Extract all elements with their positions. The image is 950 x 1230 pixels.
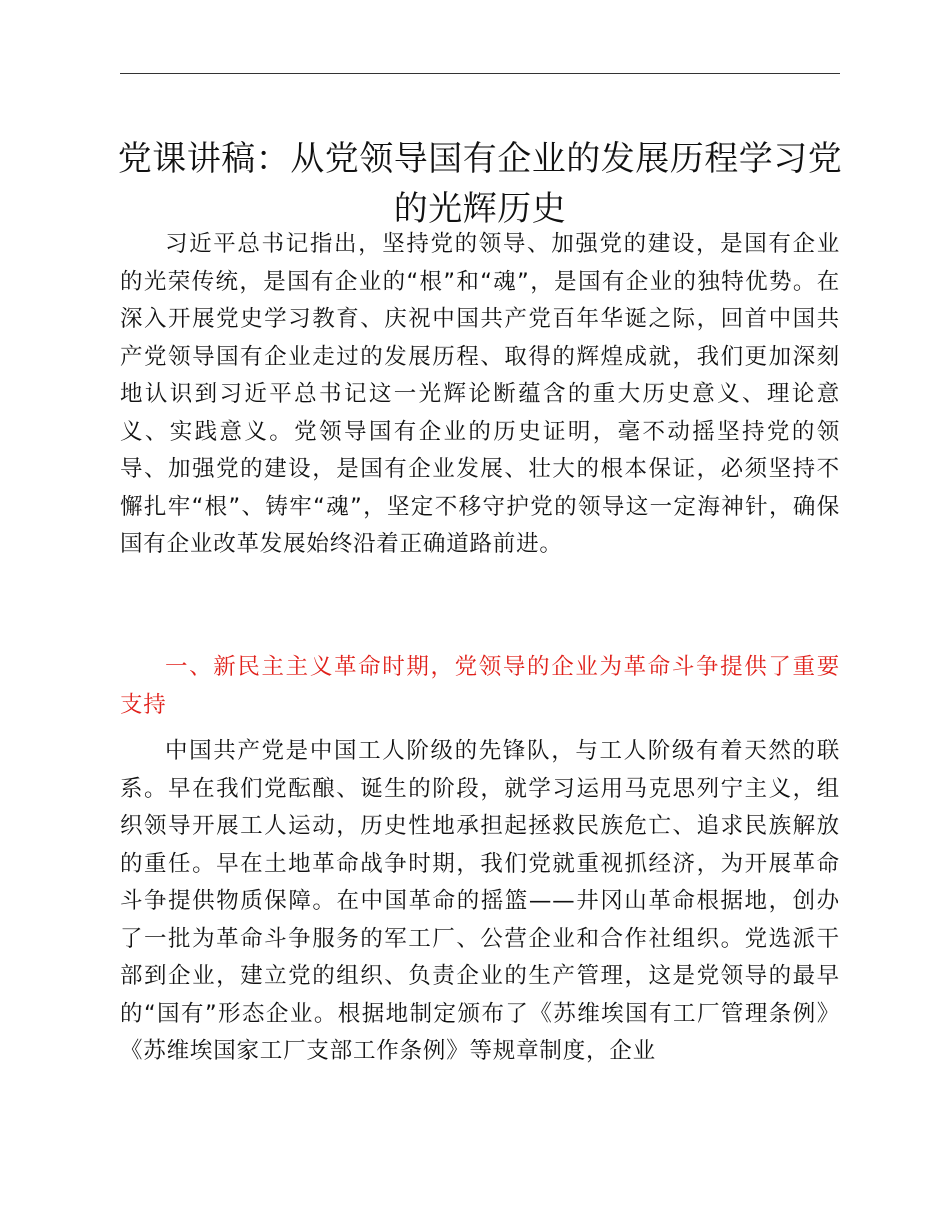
document-title: 党课讲稿：从党领导国有企业的发展历程学习党的光辉历史 xyxy=(117,139,843,229)
section-paragraph: 中国共产党是中国工人阶级的先锋队，与工人阶级有着天然的联系。早在我们党酝酿、诞生的阶段，就学习运用马克思列宁主义，组织领导开展工人运动，历史性地承担起拯救民族危亡、追求民族解放的重任。早在土地革命战争时期，我们党就重视抓经济，为开展革命斗争提供物质保障。在中国革命的摇篮——井冈山革命根据地，创办了一批为革命斗争服务的军工厂、公营企业和合作社组织。党选派干部到企业，建立党的组织、负责企业的生产管理，这是党领导的最早的“国有”形态企业。根据地制定颁布了《苏维埃国有工厂管理条例》《苏维埃国家工厂支部工作条例》等规章制度，企业 xyxy=(120,738,840,1064)
header-rule xyxy=(120,73,840,74)
section-heading: 一、新民主主义革命时期，党领导的企业为革命斗争提供了重要支持 xyxy=(120,654,840,718)
intro-paragraph: 习近平总书记指出，坚持党的领导、加强党的建设，是国有企业的光荣传统，是国有企业的“根”和“魂”，是国有企业的独特优势。在深入开展党史学习教育、庆祝中国共产党百年华诞之际，回首中国共产党领导国有企业走过的发展历程、取得的辉煌成就，我们更加深刻地认识到习近平总书记这一光辉论断蕴含的重大历史意义、理论意义、实践意义。党领导国有企业的历史证明，毫不动摇坚持党的领导、加强党的建设，是国有企业发展、壮大的根本保证，必须坚持不懈扎牢“根”、铸牢“魂”，坚定不移守护党的领导这一定海神针，确保国有企业改革发展始终沿着正确道路前进。 xyxy=(120,231,840,557)
